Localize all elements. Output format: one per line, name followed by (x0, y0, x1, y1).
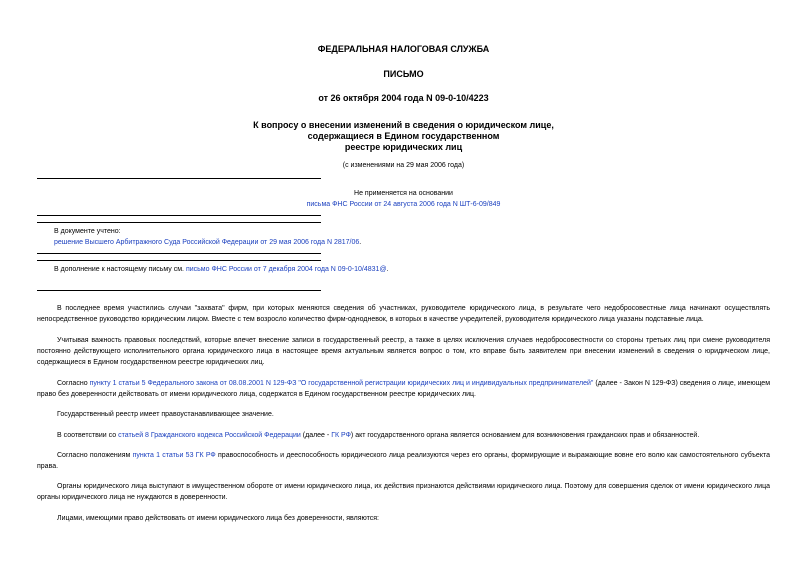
agency-name: ФЕДЕРАЛЬНАЯ НАЛОГОВАЯ СЛУЖБА (317, 44, 490, 54)
paragraph-3-suffix: (далее - Закон N 129-ФЗ) сведения о лице, имеющем право без доверенности действовать от имени юридического лица, содержатся в Едином государственном реестре юридических лиц. (37, 380, 771, 398)
doc-title-line-2: содержащиеся в Едином государственном (307, 131, 500, 141)
doc-title-line-1: К вопросу о внесении изменений в сведения о юридическом лице, (253, 120, 554, 130)
considered-suffix: . (359, 239, 362, 246)
addition-link[interactable]: письмо ФНС России от 7 декабря 2004 года N 09-0-10/4831@ (185, 266, 387, 273)
paragraph-6 (37, 450, 770, 472)
divider (37, 253, 321, 254)
civil-code-link[interactable]: ГК РФ (331, 432, 351, 439)
paragraph-2: Учитывая важность правовых последствий, которые влечет внесение записи в государственный реестр, а также в целях исключения случаев недобросовестности со стороны третьих лиц при смене руководителя постоянно действующего исполнительного органа юридического лица в настоящее время актуальным является вопрос о том, кто вправе быть заявителем при внесении изменений в сведения о юридическом лице, содержащиеся в Едином государственном реестре юридических лиц. (37, 337, 770, 366)
divider (37, 222, 321, 223)
paragraph-5-suffix: ) акт государственного органа является основанием для возникновения гражданских прав и обязанностей. (350, 432, 700, 439)
notice-line: Не применяется на основании (354, 190, 453, 197)
considered-link[interactable]: решение Высшего Арбитражного Суда Российской Федерации от 29 мая 2006 года N 2817/06 (54, 239, 360, 246)
paragraph-1: В последнее время участились случаи "захвата" фирм, при которых меняются сведения об участниках, руководителе юридического лица, в результате чего недобросовестные лица начинают осуществлять непосредственное руководство юридическим лицом. Вместе с тем возросло количество фирм-однодневок, в которых в качестве учредителей, руководителя юридического лица указаны подставные лица. (37, 305, 770, 323)
civil-code-art53-link[interactable]: пункта 1 статьи 53 ГК РФ (132, 452, 216, 459)
addition-prefix: В дополнение к настоящему письму см. (54, 266, 186, 273)
paragraph-5 (37, 430, 770, 441)
addition-suffix: . (386, 266, 389, 273)
paragraph-3 (37, 378, 770, 400)
law-129-link[interactable]: пункту 1 статьи 5 Федерального закона от 08.08.2001 N 129-ФЗ "О государственной регистрации юридических лиц и индивидуальных предпринимателей" (89, 380, 594, 387)
doc-type: ПИСЬМО (383, 69, 424, 79)
doc-date-number: от 26 октября 2004 года N 09-0-10/4223 (318, 93, 489, 103)
paragraph-7: Органы юридического лица выступают в имущественном обороте от имени юридического лица, их действия признаются действиями юридического лица. Поэтому для совершения сделок от имени юридического лица органы юридического лица не нуждаются в доверенности. (37, 483, 770, 501)
amended-note: (с изменениями на 29 мая 2006 года) (342, 162, 465, 169)
divider (37, 260, 321, 261)
paragraph-5-prefix: В соответствии со (57, 432, 119, 439)
paragraph-6-prefix: Согласно положениям (57, 452, 133, 459)
divider (37, 290, 321, 291)
notice-link[interactable]: письма ФНС России от 24 августа 2006 года N ШТ-6-09/849 (306, 201, 501, 208)
paragraph-3-prefix: Согласно (57, 380, 90, 387)
considered-label: В документе учтено: (54, 228, 121, 235)
civil-code-art8-link[interactable]: статьей 8 Гражданского кодекса Российской Федерации (118, 432, 301, 439)
paragraph-5-middle: (далее - (300, 432, 332, 439)
divider (37, 215, 321, 216)
paragraph-6-suffix: правоспособность и дееспособность юридического лица реализуются через его органы, формирующие и выражающие вовне его волю как самостоятельного субъекта права. (37, 452, 770, 470)
paragraph-8: Лицами, имеющими право действовать от имени юридического лица без доверенности, являются: (57, 515, 379, 522)
divider (37, 178, 321, 179)
doc-title-line-3: реестре юридических лиц (344, 142, 463, 152)
paragraph-4: Государственный реестр имеет правоустанавливающее значение. (57, 411, 274, 418)
